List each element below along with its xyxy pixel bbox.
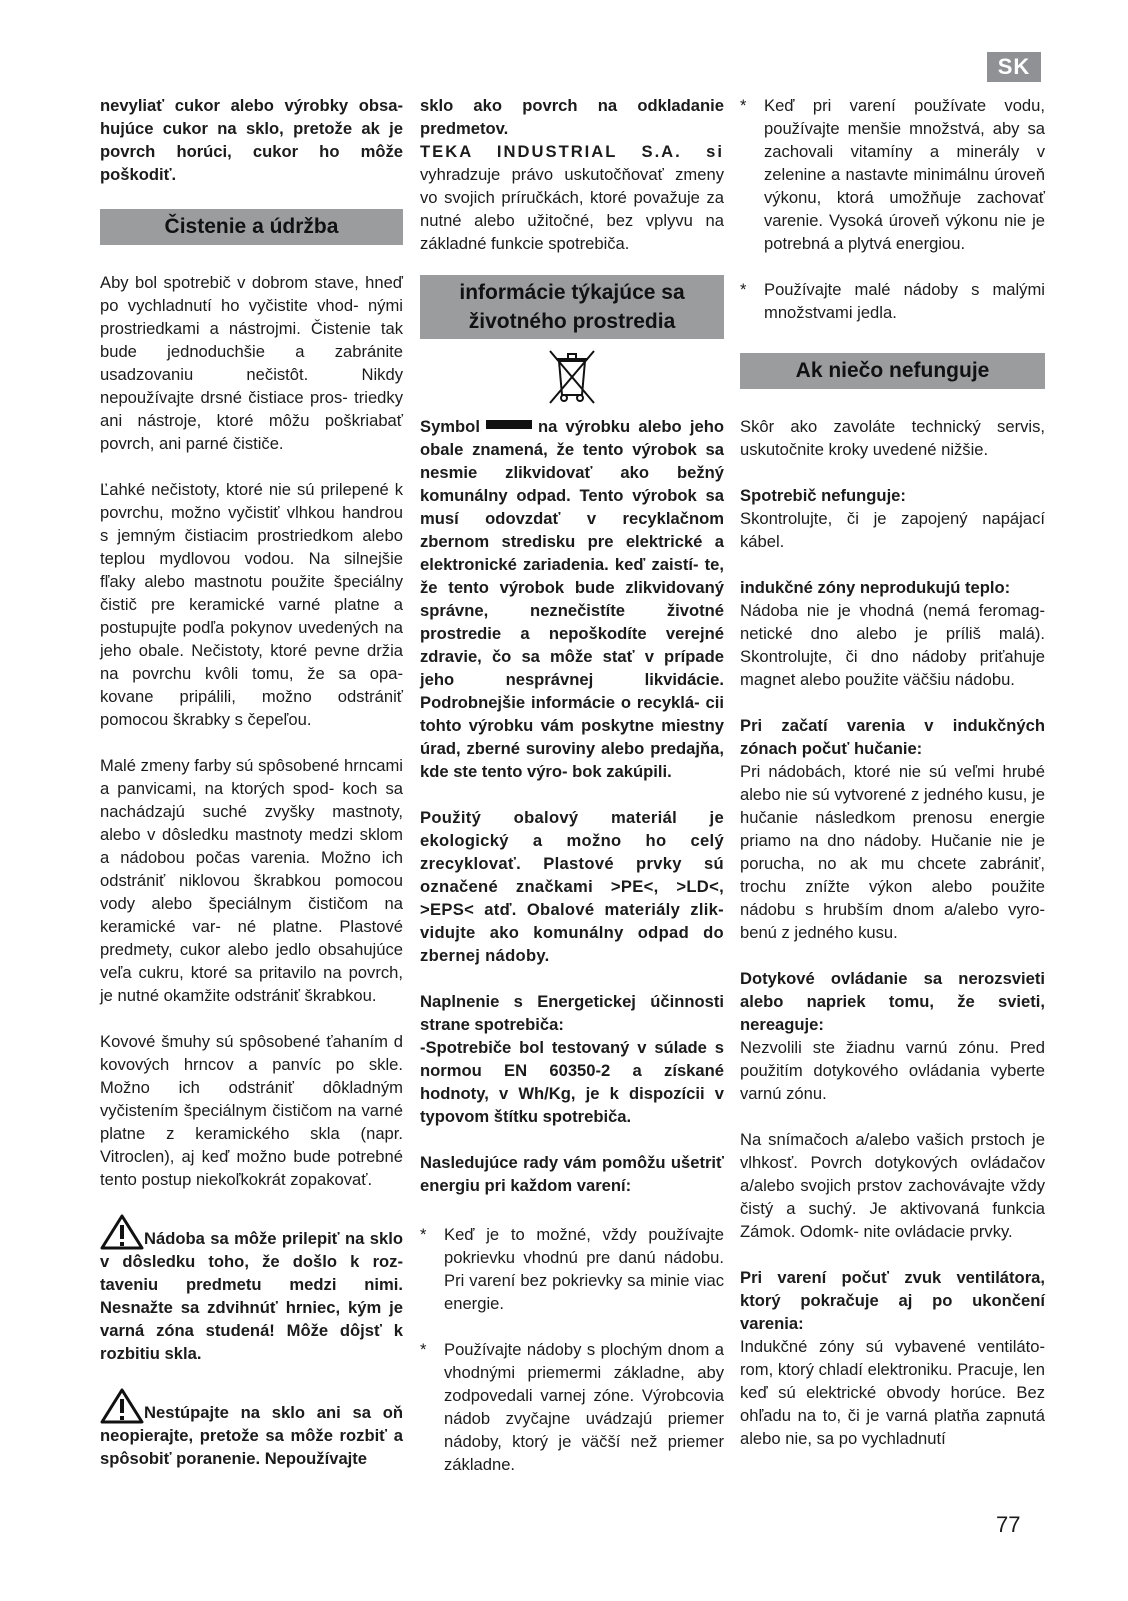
issue-text: Indukčné zóny sú vybavené ventiláto- rom, ktorý chladí elektroniku. Pracuje, len keď sú elektrické obvody horúce. Bez ohľadu na to, či je varná platňa zapnutá alebo nie, sa po vychladnutí bbox=[740, 1337, 1045, 1448]
weee-symbol-label: Symbol bbox=[420, 417, 480, 436]
bullet-text: Keď pri varení používate vodu, používajte menšie množstvá, aby sa zachovali vitamíny a minerály v zelenine a nastavte minimálnu úroveň výkonu, ktorá umožňuje zachovať varenie. Vysoká úroveň výkonu nie je potrebná a plytvá energiou. bbox=[764, 96, 1045, 253]
tip-bullet bbox=[420, 1338, 724, 1476]
section-heading-environment: informácie týkajúce sa životného prostredia bbox=[420, 275, 724, 339]
weee-paragraph bbox=[420, 415, 724, 783]
teka-company-name: TEKA INDUSTRIAL S.A. si bbox=[420, 142, 724, 161]
issue-text: Skontrolujte, či je zapojený napájací kábel. bbox=[740, 509, 1045, 551]
issue-title: Pri začatí varenia v indukčných zónach počuť hučanie: bbox=[740, 716, 1045, 758]
bullet-asterisk: * bbox=[740, 280, 747, 299]
crossed-out-wheelie-bin-icon bbox=[546, 345, 598, 405]
tip-bullet bbox=[740, 94, 1045, 255]
section-heading-troubleshooting: Ak niečo nefunguje bbox=[740, 353, 1045, 389]
issue-title: indukčné zóny neprodukujú teplo: bbox=[740, 578, 1011, 597]
cleaning-paragraph-2: Ľahké nečistoty, ktoré nie sú prilepené k povrchu, možno vyčistiť vlhkou handrou s jemným čistiacim prostriedkom alebo teplou mydlovou vodou. Na silnejšie fľaky alebo mastnotu použite špeciálny čistič pre keramické varné platne a postupujte podľa pokynov uvedených na jeho obale. Nečistoty, ktoré pevne držia na povrchu kvôli tomu, že sa opa- kovane pripálili, možno odstrániť pomocou škrabky s čepeľou. bbox=[100, 480, 403, 729]
weee-symbol-wrap bbox=[420, 345, 724, 407]
packaging-paragraph: Použitý obalový materiál je ekologický a možno ho celý zrecyklovať. Plastové prvky sú označené značkami >PE<, >LD<, >EPS< atď. Obalové materiály zlik- vidujte ako komunálny odpad do zbernej nádoby. bbox=[420, 808, 724, 965]
intro-paragraph: nevyliať cukor alebo výrobky obsa- hujúce cukor na sklo, pretože ak je povrch horúci, cukor ho môže poškodiť. bbox=[100, 96, 403, 184]
warning-text-2: Nestúpajte na sklo ani sa oň neopierajte, pretože sa môže rozbiť a spôsobiť poranenie. Nepoužívajte bbox=[100, 1403, 403, 1468]
bullet-text: Používajte malé nádoby s malými množstvami jedla. bbox=[764, 280, 1045, 322]
issue-text: Nádoba nie je vhodná (nemá feromag- netické dno alebo je príliš malá). Skontrolujte, či dno nádoby priťahuje magnet alebo použite väčšiu nádobu. bbox=[740, 601, 1045, 689]
column-3 bbox=[740, 94, 1045, 1450]
bullet-asterisk: * bbox=[420, 1225, 427, 1244]
cleaning-paragraph-1: Aby bol spotrebič v dobrom stave, hneď po vychladnutí ho vyčistite vhod- nými prostriedkami a nástrojmi. Čistenie tak bude jednoduchšie a zabránite usadzovaniu nečistôt. Nikdy nepoužívajte drsné čistiace pros- triedky ani nástroje, ktoré môžu poškriabať povrch, ani parné čističe. bbox=[100, 273, 403, 453]
energy-title: Naplnenie s Energetickej účinnosti strane spotrebiča: bbox=[420, 992, 724, 1034]
cleaning-paragraph-4: Kovové šmuhy sú spôsobené ťahaním d kovových hrncov a panvíc po skle. Možno ich odstrániť dôkladným vyčistením špeciálnym čističom na varné platne z keramického skla (napr. Vitroclen), aj keď možno bude potrebné tento postup niekoľkokrát zopakovať. bbox=[100, 1032, 403, 1189]
language-badge: SK bbox=[987, 52, 1041, 82]
bullet-asterisk: * bbox=[420, 1340, 427, 1359]
teka-notice bbox=[420, 140, 724, 255]
issue-title: Dotykové ovládanie sa nerozsvieti alebo napriek tomu, že svieti, nereaguje: bbox=[740, 969, 1045, 1034]
section-heading-cleaning: Čistenie a údržba bbox=[100, 209, 403, 245]
issue-text: Pri nádobách, ktoré nie sú veľmi hrubé alebo nie sú vytvorené z jedného kusu, je hučanie následkom prenosu energie priamo na dno nádoby. Hučanie nie je porucha, no ak mu chcete zabrániť, trochu znížte výkon alebo použite nádobu s hrubším dnom a/alebo vyro- benú z jedného kusu. bbox=[740, 762, 1045, 942]
bullet-text: Používajte nádoby s plochým dnom a vhodnými priemermi základne, aby zodpovedali varnej zóne. Výrobcovia nádob zvyčajne uvádzajú priemer nádoby, ktorý je väčší než priemer základne. bbox=[444, 1340, 724, 1474]
intro-continuation: sklo ako povrch na odkladanie predmetov. bbox=[420, 96, 724, 138]
warning-paragraph-2 bbox=[100, 1388, 403, 1470]
column-1 bbox=[100, 94, 403, 1470]
warning-triangle-icon bbox=[100, 1214, 144, 1250]
issue-title: Spotrebič nefunguje: bbox=[740, 486, 906, 505]
issue-title: Pri varení počuť zvuk ventilátora, ktorý pokračuje aj po ukončení varenia: bbox=[740, 1268, 1045, 1333]
bullet-text: Keď je to možné, vždy používajte pokrievku vhodnú pre danú nádobu. Pri varení bez pokrievky sa minie viac energie. bbox=[444, 1225, 724, 1313]
page-number: 77 bbox=[996, 1512, 1021, 1537]
black-bar-symbol bbox=[486, 420, 532, 429]
warning-paragraph-1 bbox=[100, 1214, 403, 1365]
tips-intro: Nasledujúce rady vám pomôžu ušetriť energiu pri každom varení: bbox=[420, 1153, 724, 1195]
issue-text: Na snímačoch a/alebo vašich prstoch je vlhkosť. Povrch dotykových ovládačov a/alebo svojich prstov zachovávajte vždy čistý a suchý. Je aktivovaná funkcia Zámok. Odomk- nite ovládacie prvky. bbox=[740, 1130, 1045, 1241]
warning-text-1: Nádoba sa môže prilepiť na sklo v dôsledku toho, že došlo k roz- taveniu predmetu medzi nimi. Nesnažte sa zdvihnúť hrniec, kým je varná zóna studená! Môže dôjsť k rozbitiu skla. bbox=[100, 1229, 403, 1363]
weee-text: na výrobku alebo jeho obale znamená, že tento výrobok sa nesmie zlikvidovať ako bežný komunálny odpad. Tento výrobok sa musí odovzdať v recyklačnom zbernom stredisku pre elektrické a elektronické zariadenia. keď zaistí- te, že tento výrobok bude zlikvidovaný správne, neznečistíte životné prostredie a nepoškodíte verejné zdravie, čo sa môže stať v prípade jeho nesprávnej likvidácie. Podrobnejšie informácie o recyklá- cii tohto výrobku vám poskytne miestny úrad, zberné suroviny alebo predajňa, kde ste tento výro- bok zakúpili. bbox=[420, 417, 724, 781]
column-2 bbox=[420, 94, 724, 1499]
troubleshooting-intro: Skôr ako zavoláte technický servis, uskutočnite kroky uvedené nižšie. bbox=[740, 417, 1045, 459]
cleaning-paragraph-3: Malé zmeny farby sú spôsobené hrncami a panvicami, na ktorých spod- koch sa nachádzajú suché zvyšky mastnoty, alebo v dôsledku mastnoty medzi sklom a nádobou počas varenia. Možno ich odstrániť niklovou škrabkou pomocou vody alebo špeciálnym čističom na keramické var- né platne. Plastové predmety, cukor alebo jedlo obsahujúce veľa cukru, ktoré sa pritavilo na povrch, je nutné okamžite odstrániť škrabkou. bbox=[100, 756, 403, 1005]
tip-bullet bbox=[420, 1223, 724, 1315]
issue-text: Nezvolili ste žiadnu varnú zónu. Pred použitím dotykového ovládania vyberte varnú zónu. bbox=[740, 1038, 1045, 1103]
warning-triangle-icon bbox=[100, 1388, 144, 1424]
bullet-asterisk: * bbox=[740, 96, 747, 115]
tip-bullet bbox=[740, 278, 1045, 324]
teka-notice-text: vyhradzuje právo uskutočňovať zmeny vo svojich príručkách, ktoré považuje za nutné alebo užitočné, bez vplyvu na základné funkcie spotrebiča. bbox=[420, 165, 724, 253]
energy-text: -Spotrebiče bol testovaný v súlade s normou EN 60350-2 a získané hodnoty, v Wh/Kg, je k dispozícii v typovom štítku spotrebiča. bbox=[420, 1038, 724, 1126]
